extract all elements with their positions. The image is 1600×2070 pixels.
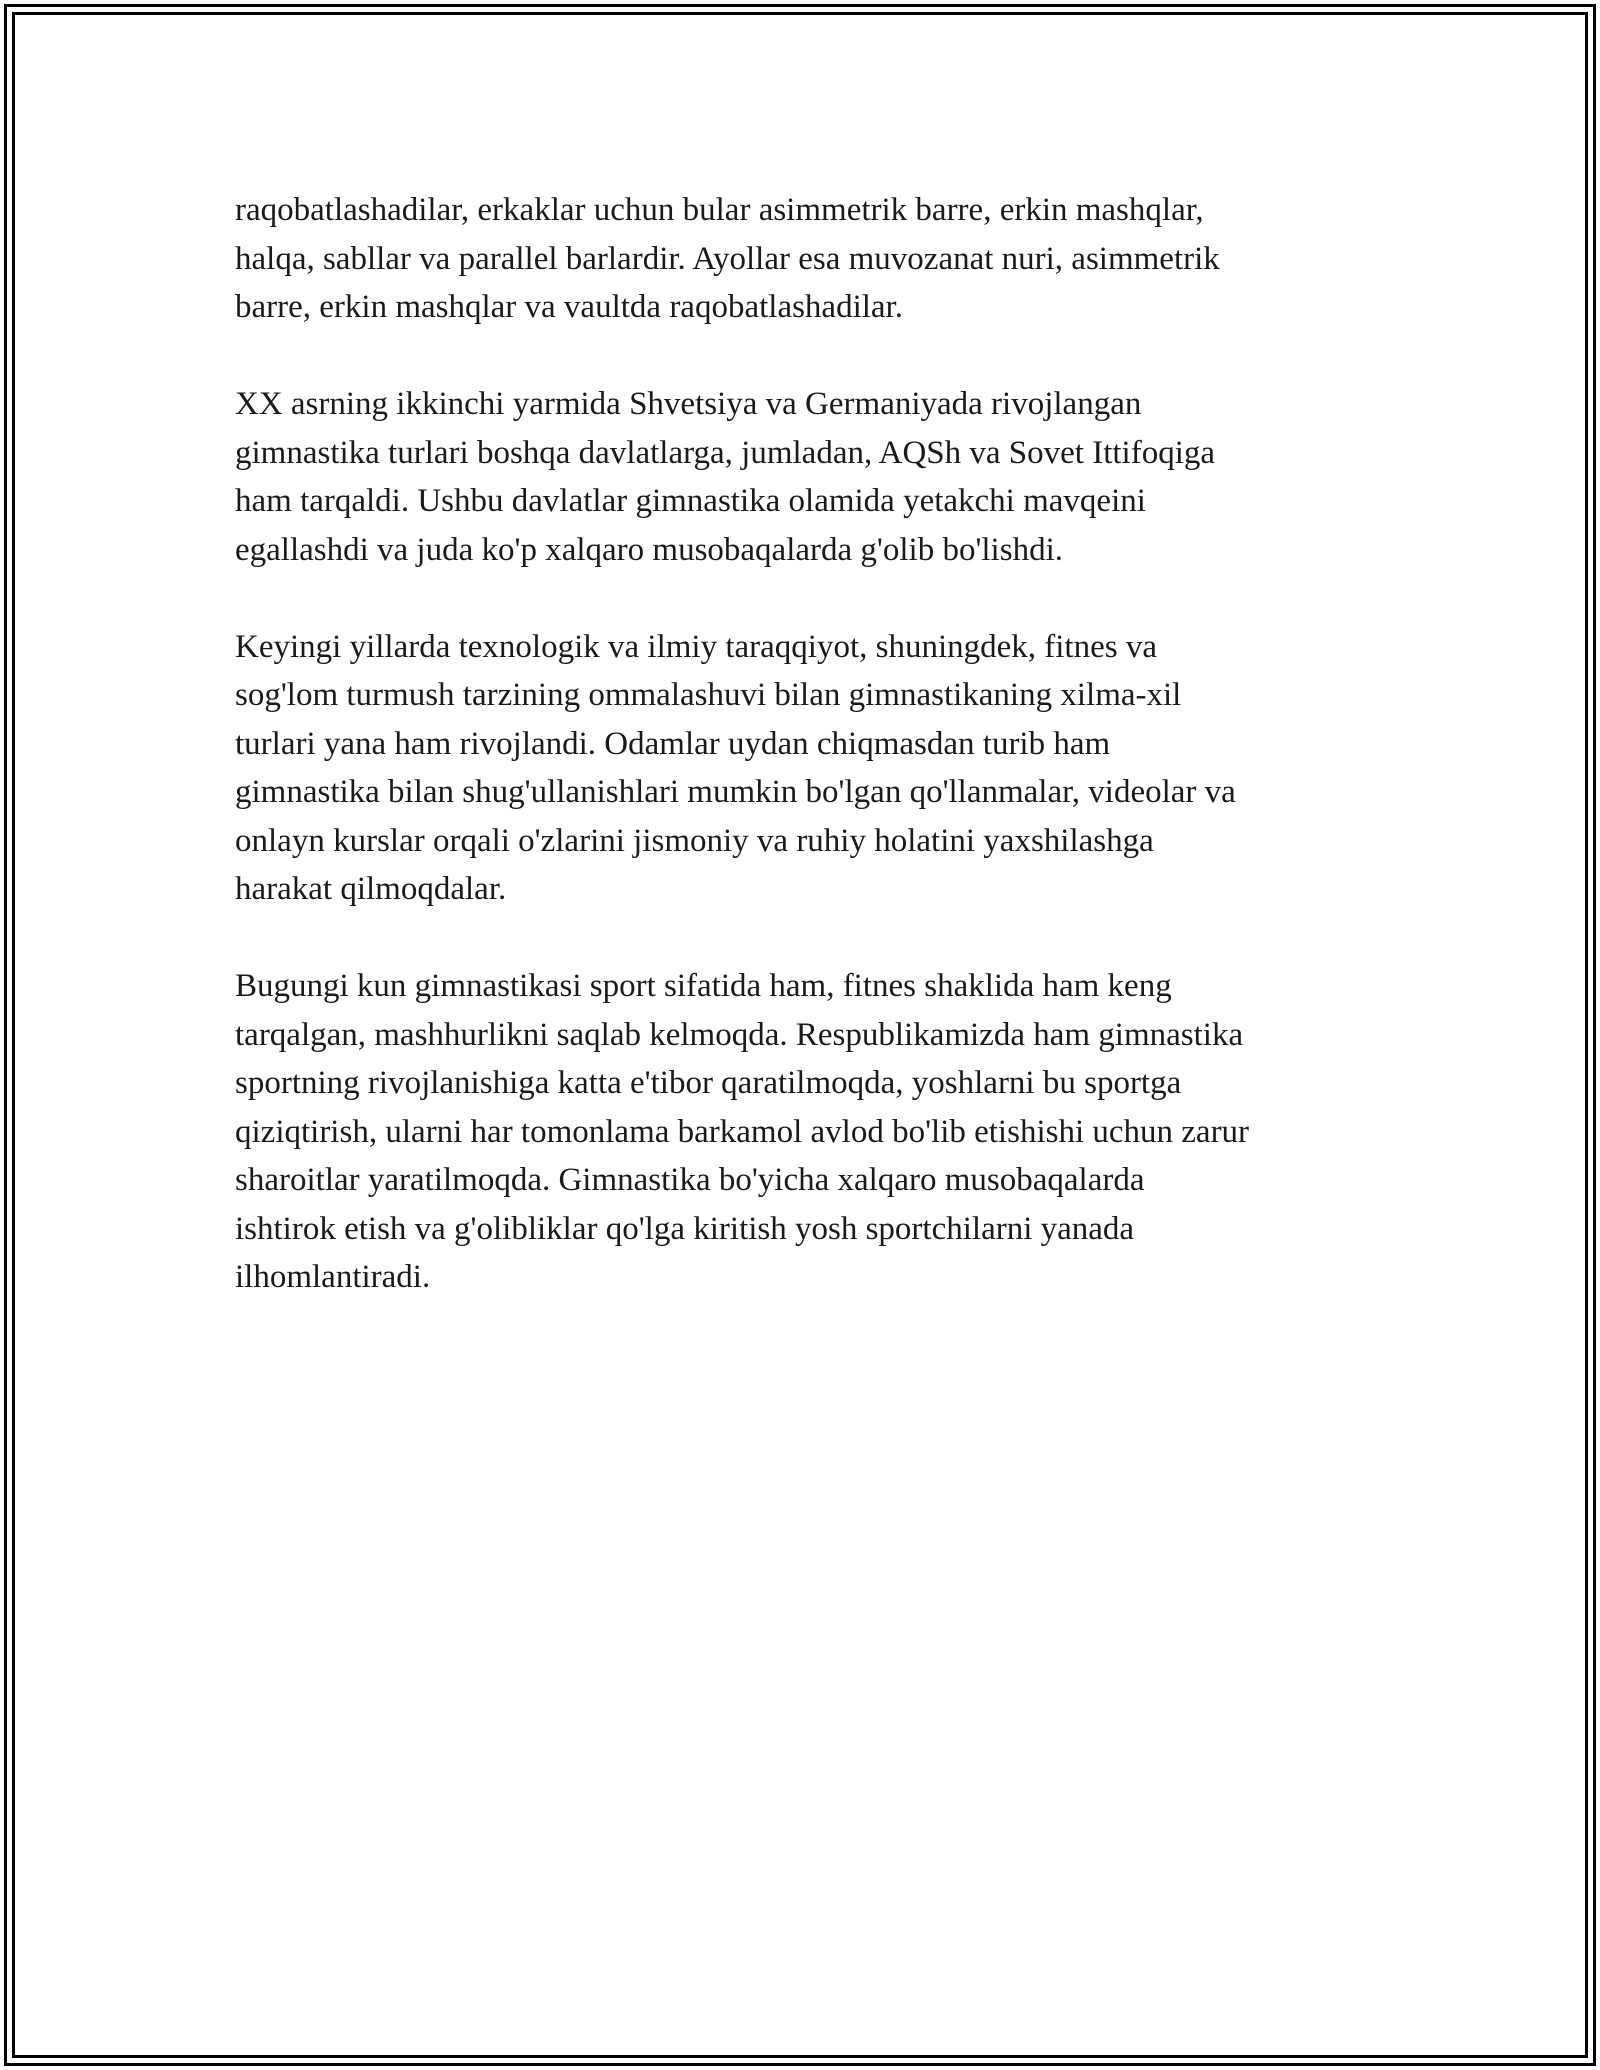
paragraph-3: Keyingi yillarda texnologik va ilmiy taraqqiyot, shuningdek, fitnes va sog'lom turmush tarzining ommalashuvi bilan gimnastikaning xilma-xil turlari yana ham rivojlandi. Odamlar uydan chiqmasdan turib ham gimnastika bilan shug'ullanishlari mumkin bo'lgan qo'llanmalar, videolar va onlayn kurslar orqali o'zlarini jismoniy va ruhiy holatini yaxshilashga harakat qilmoqdalar. — [235, 628, 1236, 907]
paragraph-4: Bugungi kun gimnastikasi sport sifatida ham, fitnes shaklida ham keng tarqalgan, mashhurlikni saqlab kelmoqda. Respublikamizda ham gimnastika sportning rivojlanishiga katta e'tibor qaratilmoqda, yoshlarni bu sportga qiziqtirish, ularni har tomonlama barkamol avlod bo'lib etishishi uchun zarur sharoitlar yaratilmoqda. Gimnastika bo'yicha xalqaro musobaqalarda ishtirok etish va g'olibliklar qo'lga kiritish yosh sportchilarni yanada ilhomlantiradi. — [235, 968, 1250, 1295]
paragraph-1: raqobatlashadilar, erkaklar uchun bular asimmetrik barre, erkin mashqlar, halqa, sabllar va parallel barlardir. Ayollar esa muvozanat nuri, asimmetrik barre, erkin mashqlar va vaultda raqobatlashadilar. — [235, 192, 1220, 325]
document-body — [235, 186, 1375, 1350]
paragraph-2: XX asrning ikkinchi yarmida Shvetsiya va Germaniyada rivojlangan gimnastika turlari boshqa davlatlarga, jumladan, AQSh va Sovet Ittifoqiga ham tarqaldi. Ushbu davlatlar gimnastika olamida yetakchi mavqeini egallashdi va juda ko'p xalqaro musobaqalarda g'olib bo'lishdi. — [235, 386, 1216, 568]
